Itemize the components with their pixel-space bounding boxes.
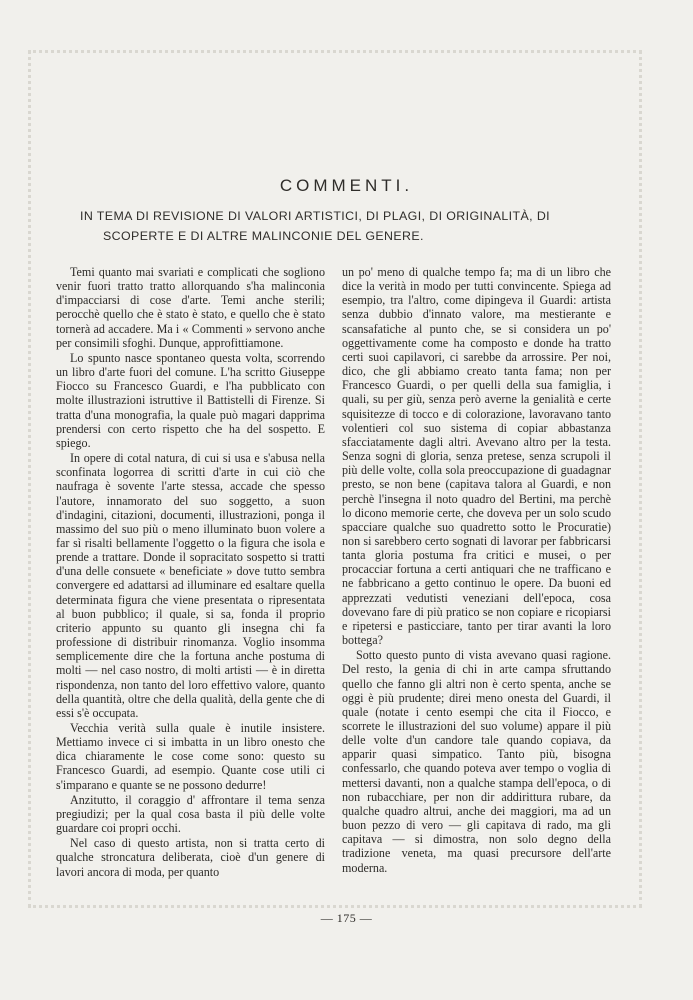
paragraph: In opere di cotal natura, di cui si usa e s'abusa nella sconfinata logorrea di scritti d'arte in cui ciò che naufraga è sovente l'arte stessa, accade che spesso l'autore, innamorato del suo soggetto, a suon d'indagini, citazioni, documenti, illustrazioni, ponga il massimo del suo più o meno illuminato buon volere a far sì risalti bellamente l'oggetto o la figura che isola e prende a trattare. Donde il sopracitato sospetto si tratti d'una delle consuete « beneficiate » dove tutto sembra convergere ed adattarsi ad illuminare ed esaltare quella determinata figura che viene presentata o ripresentata al buon pubblico; il quale, si sa, fonda il proprio criterio appunto su quanto gli insegna chi fa professione di distribuir rinomanza. Voglio insomma semplicemente dire che la fortuna anche postuma di molti — nel caso nostro, di molti artisti — è in diretta rispondenza, non tanto del loro effettivo valore, quanto della quantità, oltre che della qualità, della gente che di essi s'è occupata. [56, 451, 325, 720]
page-number: — 175 — [320, 911, 373, 925]
right-column [342, 265, 611, 875]
page-title: COMMENTI. [279, 176, 414, 195]
subtitle [80, 206, 610, 246]
paragraph: un po' meno di qualche tempo fa; ma di un libro che dice la verità in modo per tutti convincente. Spiega ad esempio, tra l'altro, come dipingeva il Guardi: artista senza dubbio d'innato valore, ma mestierante e scansafatiche al punto che, se si considera un po' oggettivamente come ha composto e donde ha tratto certi suoi capilavori, ci sarebbe da arrossire. Per noi, dico, che gli abbiamo creato tanta fama; non per Francesco Guardi, o per quelli della sua famiglia, i quali, su per giù, senza però averne la genialità e certe squisitezze di tocco e di colorazione, lavoravano tanto volentieri col suo sistema di copiar abbastanza sfacciatamente dagli altri. Avevano altro per la testa. Senza sogni di gloria, senza pretese, senza scrupoli il più delle volte, colla sola preoccupazione di guadagnar presto, se non bene (capitava talora al Guardi, e non perchè l'insegna il noto quadro del Bertini, ma perchè lo dicono memorie certe, che doveva per un solo scudo spacciare qualche suo quadretto sotto le Procuratie) non si sarebbero certo sognati di lavorar per fabbricarsi tanta gloria postuma fra critici e musei, o per procacciar fortuna a certi antiquari che ne trafficano e ne fabbricano a getto continuo le opere. Da buoni ed apprezzati vedutisti veneziani dell'epoca, cosa dovevano fare di più pratico se non copiare e ricopiarsi e ripetersi e pasticciare, tanto per tirar avanti la loro bottega? [342, 265, 611, 648]
paragraph: Nel caso di questo artista, non si tratta certo di qualche stroncatura deliberata, cioè d'un genere di lavori ancora di moda, per quanto [56, 836, 325, 879]
left-column [56, 265, 325, 879]
paragraph: Vecchia verità sulla quale è inutile insistere. Mettiamo invece ci si imbatta in un libro onesto che dica chiaramente le cose come sono: questo su Francesco Guardi, ad esempio. Quante cose utili ci s'imparano e quante se ne possono dedurre! [56, 721, 325, 792]
paragraph: Sotto questo punto di vista avevano quasi ragione. Del resto, la genia di chi in arte campa sfruttando quello che fanno gli altri non è certo spenta, anche se oggi è più prudente; direi meno onesta del Guardi, il quale (notate i cento esempi che cita il Fiocco, e scorrete le illustrazioni del suo volume) appare il più delle volte d'un candore tale quando copiava, da apparir quasi simpatico. Tanto più, bisogna confessarlo, che quando poteva aver tempo o voglia di mettersi davanti, non a qualche stampa dell'epoca, o di non rubacchiare, per non dir addirittura rubare, da qualche quadro altrui, anche dei maggiori, ma ad un buon pezzo di vero — gli capitava di rado, ma gli capitava — si dimostra, non solo degno della tradizione veneta, ma quasi precursore dell'arte moderna. [342, 648, 611, 875]
paragraph: Anzitutto, il coraggio d' affrontare il tema senza pregiudizi; per la qual cosa basta il più delle volte guardare coi propri occhi. [56, 792, 325, 836]
subtitle-line-2: SCOPERTE E DI ALTRE MALINCONIE DEL GENERE. [103, 229, 424, 243]
paragraph: Temi quanto mai svariati e complicati che sogliono venir fuori tratto tratto allorquando s'ha malinconia d'impacciarsi di cose d'arte. Temi anche sterili; perocchè quello che è stato è stato, e quello che è stato tornerà ad accadere. Ma i « Commenti » servono anche per consimili sfoghi. Dunque, approfittiamone. [56, 265, 325, 350]
subtitle-line-1: IN TEMA DI REVISIONE DI VALORI ARTISTICI, DI PLAGI, DI ORIGINALITÀ, DI [80, 209, 551, 223]
paragraph: Lo spunto nasce spontaneo questa volta, scorrendo un libro d'arte fuori del comune. L'ha scritto Giuseppe Fiocco su Francesco Guardi, e l'ha pubblicato con molte illustrazioni istruttive il Battistelli di Firenze. Si tratta d'una monografia, la quale può magari dapprima prendersi con certo rispetto che ha del sospetto. E spiego. [56, 350, 325, 450]
